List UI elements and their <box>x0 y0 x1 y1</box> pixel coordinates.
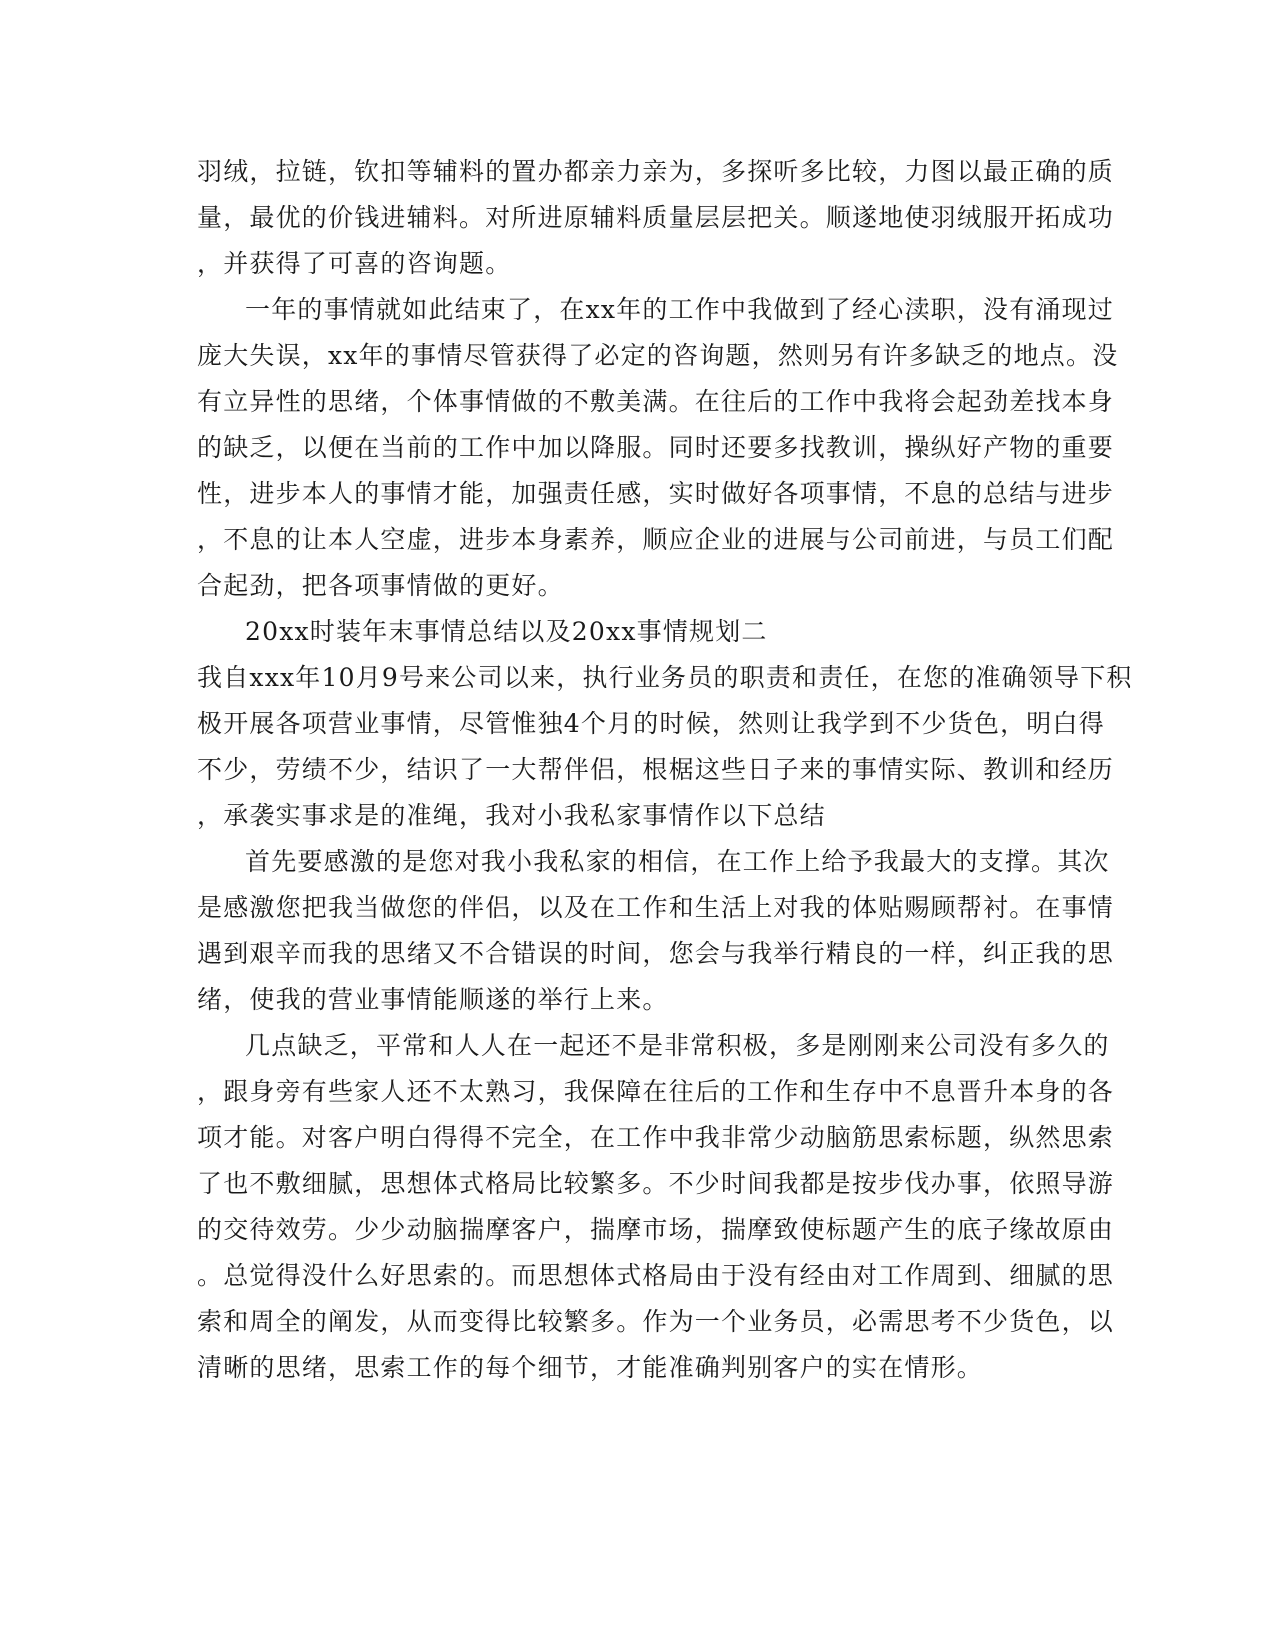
text-line: 清晰的思绪，思索工作的每个细节，才能准确判别客户的实在情形。 <box>197 1353 984 1382</box>
text-line: 的缺乏，以便在当前的工作中加以降服。同时还要多找教训，操纵好产物的重要 <box>197 433 1115 462</box>
text-line: 项才能。对客户明白得得不完全，在工作中我非常少动脑筋思索标题，纵然思索 <box>197 1123 1115 1152</box>
text-line: 索和周全的阐发，从而变得比较繁多。作为一个业务员，必需思考不少货色，以 <box>197 1307 1115 1336</box>
section-heading: 20xx时装年末事情总结以及20xx事情规划二 <box>245 617 768 646</box>
text-line: ，跟身旁有些家人还不太熟习，我保障在往后的工作和生存中不息晋升本身的各 <box>197 1077 1115 1106</box>
text-line: 羽绒，拉链，钦扣等辅料的置办都亲力亲为，多探听多比较，力图以最正确的质 <box>197 157 1115 186</box>
text-line: ，承袭实事求是的准绳，我对小我私家事情作以下总结 <box>197 801 826 830</box>
text-line: 庞大失误，xx年的事情尽管获得了必定的咨询题，然则另有许多缺乏的地点。没 <box>197 341 1119 370</box>
text-line: 性，进步本人的事情才能，加强责任感，实时做好各项事情，不息的总结与进步 <box>197 479 1115 508</box>
text-line: 遇到艰辛而我的思绪又不合错误的时间，您会与我举行精良的一样，纠正我的思 <box>197 939 1115 968</box>
text-line: ，并获得了可喜的咨询题。 <box>197 249 512 278</box>
text-line: 合起劲，把各项事情做的更好。 <box>197 571 564 600</box>
paragraph-first-line: 几点缺乏，平常和人人在一起还不是非常积极，多是刚刚来公司没有多久的 <box>245 1031 1110 1060</box>
text-line: 是感激您把我当做您的伴侣，以及在工作和生活上对我的体贴赐顾帮衬。在事情 <box>197 893 1115 922</box>
paragraph-first-line: 首先要感激的是您对我小我私家的相信，在工作上给予我最大的支撑。其次 <box>245 847 1110 876</box>
paragraph-first-line: 一年的事情就如此结束了，在xx年的工作中我做到了经心渎职，没有涌现过 <box>245 295 1115 324</box>
text-line: 的交待效劳。少少动脑揣摩客户，揣摩市场，揣摩致使标题产生的底子缘故原由 <box>197 1215 1115 1244</box>
text-line: ，不息的让本人空虚，进步本身素养，顺应企业的进展与公司前进，与员工们配 <box>197 525 1115 554</box>
text-line: 我自xxx年10月9号来公司以来，执行业务员的职责和责任，在您的准确领导下积 <box>197 663 1133 692</box>
text-line: 绪，使我的营业事情能顺遂的举行上来。 <box>197 985 669 1014</box>
text-line: 。总觉得没什么好思索的。而思想体式格局由于没有经由对工作周到、细腻的思 <box>197 1261 1115 1290</box>
text-line: 量，最优的价钱进辅料。对所进原辅料质量层层把关。顺遂地使羽绒服开拓成功 <box>197 203 1115 232</box>
text-line: 极开展各项营业事情，尽管惟独4个月的时候，然则让我学到不少货色，明白得 <box>197 709 1105 738</box>
text-line: 了也不敷细腻，思想体式格局比较繁多。不少时间我都是按步伐办事，依照导游 <box>197 1169 1115 1198</box>
text-line: 有立异性的思绪，个体事情做的不敷美满。在往后的工作中我将会起劲差找本身 <box>197 387 1115 416</box>
text-line: 不少，劳绩不少，结识了一大帮伴侣，根椐这些日子来的事情实际、教训和经历 <box>197 755 1115 784</box>
